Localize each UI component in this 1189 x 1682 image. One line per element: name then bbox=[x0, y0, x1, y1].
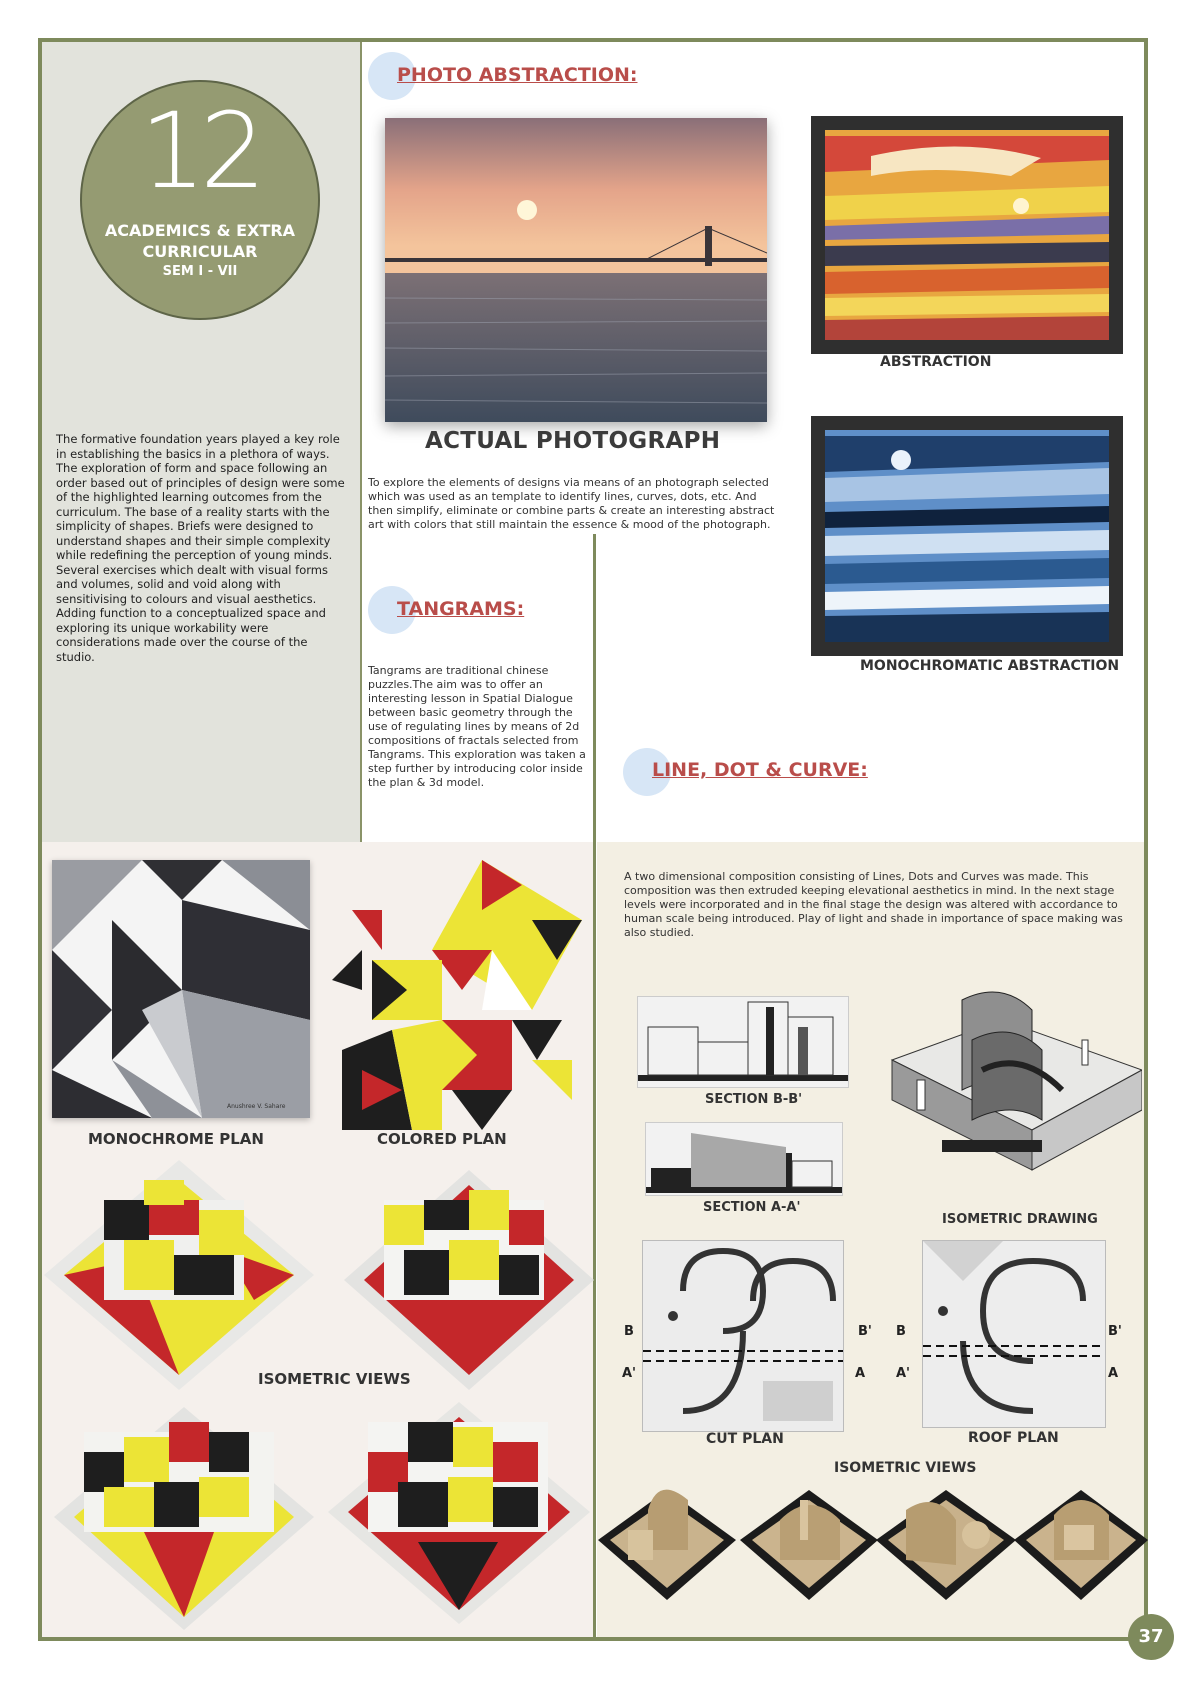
isometric-drawing bbox=[862, 980, 1142, 1210]
ldc-model-1 bbox=[598, 1470, 736, 1600]
cut-plan-marker-a: A bbox=[855, 1366, 866, 1381]
tangram-isometric-model-2 bbox=[344, 1160, 594, 1390]
colored-plan-caption: COLORED PLAN bbox=[377, 1130, 507, 1148]
cut-plan-marker-ap: A' bbox=[622, 1366, 637, 1381]
tangram-isometric-model-4 bbox=[328, 1392, 590, 1624]
actual-photograph bbox=[385, 118, 767, 422]
photo-abstraction-description: To explore the elements of designs via means of an photograph selected which was used as an template to identify lines, curves, dots, etc. And then simplify, eliminate or combine parts & create an interesting abstract art with colors that still maintain the essence & mood of the photograph. bbox=[368, 476, 775, 531]
tangrams-heading: TANGRAMS: bbox=[397, 598, 525, 620]
monochrome-plan-image bbox=[52, 860, 310, 1118]
actual-photograph-caption: ACTUAL PHOTOGRAPH bbox=[425, 428, 721, 454]
monochrome-plan-caption: MONOCHROME PLAN bbox=[88, 1130, 264, 1148]
ldc-description: A two dimensional composition consisting of Lines, Dots and Curves was made. This composition was then extruded keeping elevational aesthetics in mind. In the next stage levels were incorporated and in the final stage the design was altered with accordance to human scale being introduced. Play of light and shade in importance of space making was also studied. bbox=[624, 870, 1123, 939]
ldc-model-4 bbox=[1014, 1470, 1148, 1600]
chapter-number: 12 bbox=[139, 90, 261, 212]
colored-plan-image bbox=[332, 860, 592, 1130]
plan-signature: Anushree V. Sahare bbox=[227, 1103, 286, 1110]
roof-plan-drawing bbox=[922, 1240, 1106, 1428]
tangrams-description: Tangrams are traditional chinese puzzles.The aim was to offer an interesting lesson in Spatial Dialogue between basic geometry through the use of regulating lines by means of 2d compositions of fractals selected from Tangrams. This exploration was taken a step further by introducing color inside the plan & 3d model. bbox=[368, 664, 586, 789]
abstraction-painting bbox=[811, 116, 1123, 354]
roof-plan-marker-b: B bbox=[896, 1324, 906, 1339]
abstraction-caption: ABSTRACTION bbox=[880, 354, 992, 370]
chapter-title-line1: ACADEMICS & EXTRA bbox=[104, 221, 296, 240]
ldc-heading: LINE, DOT & CURVE: bbox=[652, 759, 868, 781]
ldc-model-2 bbox=[740, 1470, 878, 1600]
intro-paragraph: The formative foundation years played a key role in establishing the basics in a plethora of ways. The exploration of form and space following an order based out of principles of design were some of the highlighted learning outcomes from the curriculum. The base of a reality starts with the simplicity of shapes. Briefs were designed to understand shapes and their simple complexity while redefining the perception of young minds. Several exercises which dealt with visual forms and volumes, solid and void along with sensitivising to colours and visual aesthetics. Adding function to a conceptualized space and exploring its unique workability were considerations made over the course of the studio. bbox=[56, 432, 345, 664]
section-aa-caption: SECTION A-A' bbox=[703, 1200, 801, 1215]
monochromatic-abstraction-painting bbox=[811, 416, 1123, 656]
section-bb-drawing bbox=[637, 996, 849, 1088]
photo-abstraction-heading: PHOTO ABSTRACTION: bbox=[397, 64, 638, 86]
page-number: 37 bbox=[1128, 1614, 1174, 1660]
ldc-model-3 bbox=[876, 1470, 1016, 1600]
tangram-isometric-model-3 bbox=[54, 1392, 314, 1630]
roof-plan-marker-a: A bbox=[1108, 1366, 1119, 1381]
tangram-isometric-caption: ISOMETRIC VIEWS bbox=[258, 1370, 411, 1388]
chapter-title bbox=[82, 220, 318, 262]
cut-plan-marker-bp: B' bbox=[858, 1324, 872, 1339]
chapter-title-line2: CURRICULAR bbox=[142, 242, 258, 261]
roof-plan-marker-bp: B' bbox=[1108, 1324, 1122, 1339]
chapter-badge bbox=[80, 80, 320, 320]
vertical-divider bbox=[593, 534, 596, 1637]
roof-plan-caption: ROOF PLAN bbox=[968, 1430, 1059, 1446]
cut-plan-caption: CUT PLAN bbox=[706, 1431, 784, 1447]
cut-plan-marker-b: B bbox=[624, 1324, 634, 1339]
isometric-drawing-caption: ISOMETRIC DRAWING bbox=[942, 1212, 1098, 1227]
roof-plan-marker-ap: A' bbox=[896, 1366, 911, 1381]
monochromatic-abstraction-caption: MONOCHROMATIC ABSTRACTION bbox=[860, 658, 1120, 674]
section-aa-drawing bbox=[645, 1122, 843, 1196]
section-bb-caption: SECTION B-B' bbox=[705, 1092, 803, 1107]
tangram-isometric-model-1 bbox=[44, 1160, 314, 1390]
cut-plan-drawing bbox=[642, 1240, 844, 1432]
ldc-isometric-views-caption: ISOMETRIC VIEWS bbox=[834, 1460, 977, 1476]
semester-label: SEM I - VII bbox=[162, 264, 238, 279]
